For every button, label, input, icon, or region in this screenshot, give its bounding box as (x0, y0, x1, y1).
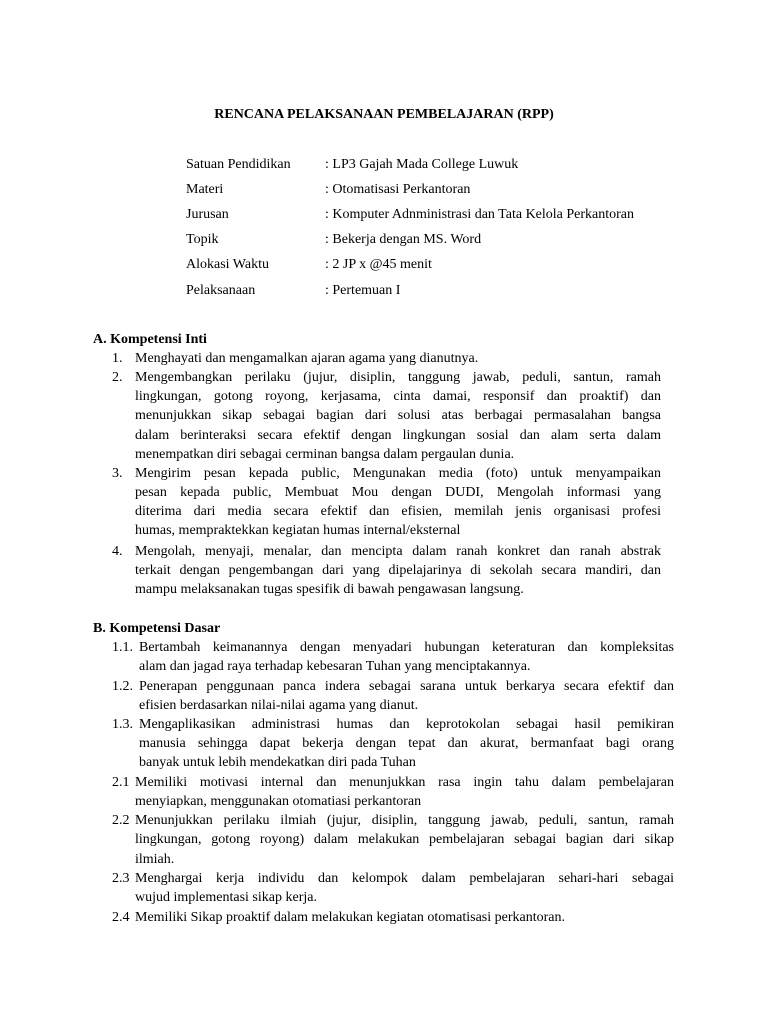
list-item-line: manusia sehingga dapat bekerja dengan tepat dan akurat, bermanfaat bagi orang (139, 736, 674, 751)
list-item-line: Menunjukkan perilaku ilmiah (jujur, disiplin, tanggung jawab, peduli, santun, ramah (135, 813, 674, 828)
list-item-line: Bertambah keimanannya dengan menyadari hubungan keteraturan dan kompleksitas (139, 640, 674, 655)
identity-label: Materi (186, 182, 224, 197)
identity-label: Pelaksanaan (186, 283, 256, 298)
list-item-number: 2.1 (112, 775, 130, 790)
list-item-number: 1.3. (112, 717, 133, 732)
list-item-line: wujud implementasi sikap kerja. (135, 890, 317, 905)
list-item-number: 3. (112, 466, 123, 481)
list-item-line: lingkungan, gotong royong, kerjasama, cinta damai, responsif dan proaktif) dan (135, 389, 661, 404)
identity-value: : Otomatisasi Perkantoran (325, 182, 471, 197)
identity-label: Topik (186, 232, 219, 247)
list-item-number: 1.1. (112, 640, 133, 655)
identity-value: : Komputer Adnministrasi dan Tata Kelola Perkantoran (325, 207, 635, 222)
identity-value: : LP3 Gajah Mada College Luwuk (325, 157, 519, 172)
list-item-line: menunjukkan sikap sebagai bagian dari solusi atas berbagai permasalahan bangsa (135, 408, 661, 423)
section-heading-kompetensi-inti: A. Kompetensi Inti (93, 332, 207, 347)
list-item-number: 1. (112, 351, 123, 366)
list-item-line: mampu melaksanakan tugas spesifik di bawah pengawasan langsung. (135, 582, 524, 597)
list-item-line: Mengembangkan perilaku (jujur, disiplin, tanggung jawab, peduli, santun, ramah (135, 370, 661, 385)
identity-value: : Pertemuan I (325, 283, 401, 298)
list-item-line: terkait dengan pengembangan dari yang dipelajarinya di sekolah secara mandiri, dan (135, 563, 661, 578)
list-item-line: dalam berinteraksi secara efektif dengan lingkungan sosial dan alam serta dalam (135, 428, 661, 443)
list-item-line: alam dan jagad raya terhadap kebesaran Tuhan yang menciptakannya. (139, 659, 531, 674)
list-item-number: 4. (112, 544, 123, 559)
list-item-number: 2.4 (112, 910, 130, 925)
identity-label: Jurusan (186, 207, 229, 222)
list-item-line: Mengolah, menyaji, menalar, dan mencipta dalam ranah konkret dan ranah abstrak (135, 544, 661, 559)
list-item-number: 2. (112, 370, 123, 385)
list-item-line: lingkungan, gotong royong) dalam melakukan pembelajaran sebagai bagian dari sikap (135, 832, 674, 847)
list-item-line: humas, mempraktekkan kegiatan humas internal/eksternal (135, 523, 461, 538)
list-item-line: Menghargai kerja individu dan kelompok dalam pembelajaran sehari-hari sebagai (135, 871, 674, 886)
list-item-number: 2.3 (112, 871, 130, 886)
list-item-line: ilmiah. (135, 852, 175, 867)
list-item-line: banyak untuk lebih mendekatkan diri pada Tuhan (139, 755, 416, 770)
list-item-line: Mengirim pesan kepada public, Mengunakan media (foto) untuk menyampaikan (135, 466, 661, 481)
list-item-line: pesan kepada public, Membuat Mou dengan DUDI, Mengolah informasi yang (135, 485, 661, 500)
list-item-line: Mengaplikasikan administrasi humas dan keprotokolan sebagai hasil pemikiran (139, 717, 674, 732)
list-item-line: efisien berdasarkan nilai-nilai agama yang dianut. (139, 698, 419, 713)
list-item-line: menempatkan diri sebagai cerminan bangsa dalam pergaulan dunia. (135, 447, 515, 462)
identity-label: Alokasi Waktu (186, 257, 269, 272)
list-item-line: menyiapkan, menggunakan otomatiasi perkantoran (135, 794, 422, 809)
section-heading-kompetensi-dasar: B. Kompetensi Dasar (93, 621, 221, 636)
list-item-line: Menghayati dan mengamalkan ajaran agama yang dianutnya. (135, 351, 479, 366)
list-item-number: 2.2 (112, 813, 130, 828)
document-title: RENCANA PELAKSANAAN PEMBELAJARAN (RPP) (214, 107, 554, 122)
list-item-line: diterima dari media secara efektif dan efisien, memilah jenis organisasi profesi (135, 504, 661, 519)
identity-value: : Bekerja dengan MS. Word (325, 232, 482, 247)
list-item-number: 1.2. (112, 679, 133, 694)
identity-label: Satuan Pendidikan (186, 157, 291, 172)
list-item-line: Memiliki Sikap proaktif dalam melakukan kegiatan otomatisasi perkantoran. (135, 910, 565, 925)
list-item-line: Penerapan penggunaan panca indera sebagai sarana untuk berkarya secara efektif dan (139, 679, 674, 694)
identity-value: : 2 JP x @45 menit (325, 257, 432, 272)
list-item-line: Memiliki motivasi internal dan menunjukkan rasa ingin tahu dalam pembelajaran (135, 775, 674, 790)
